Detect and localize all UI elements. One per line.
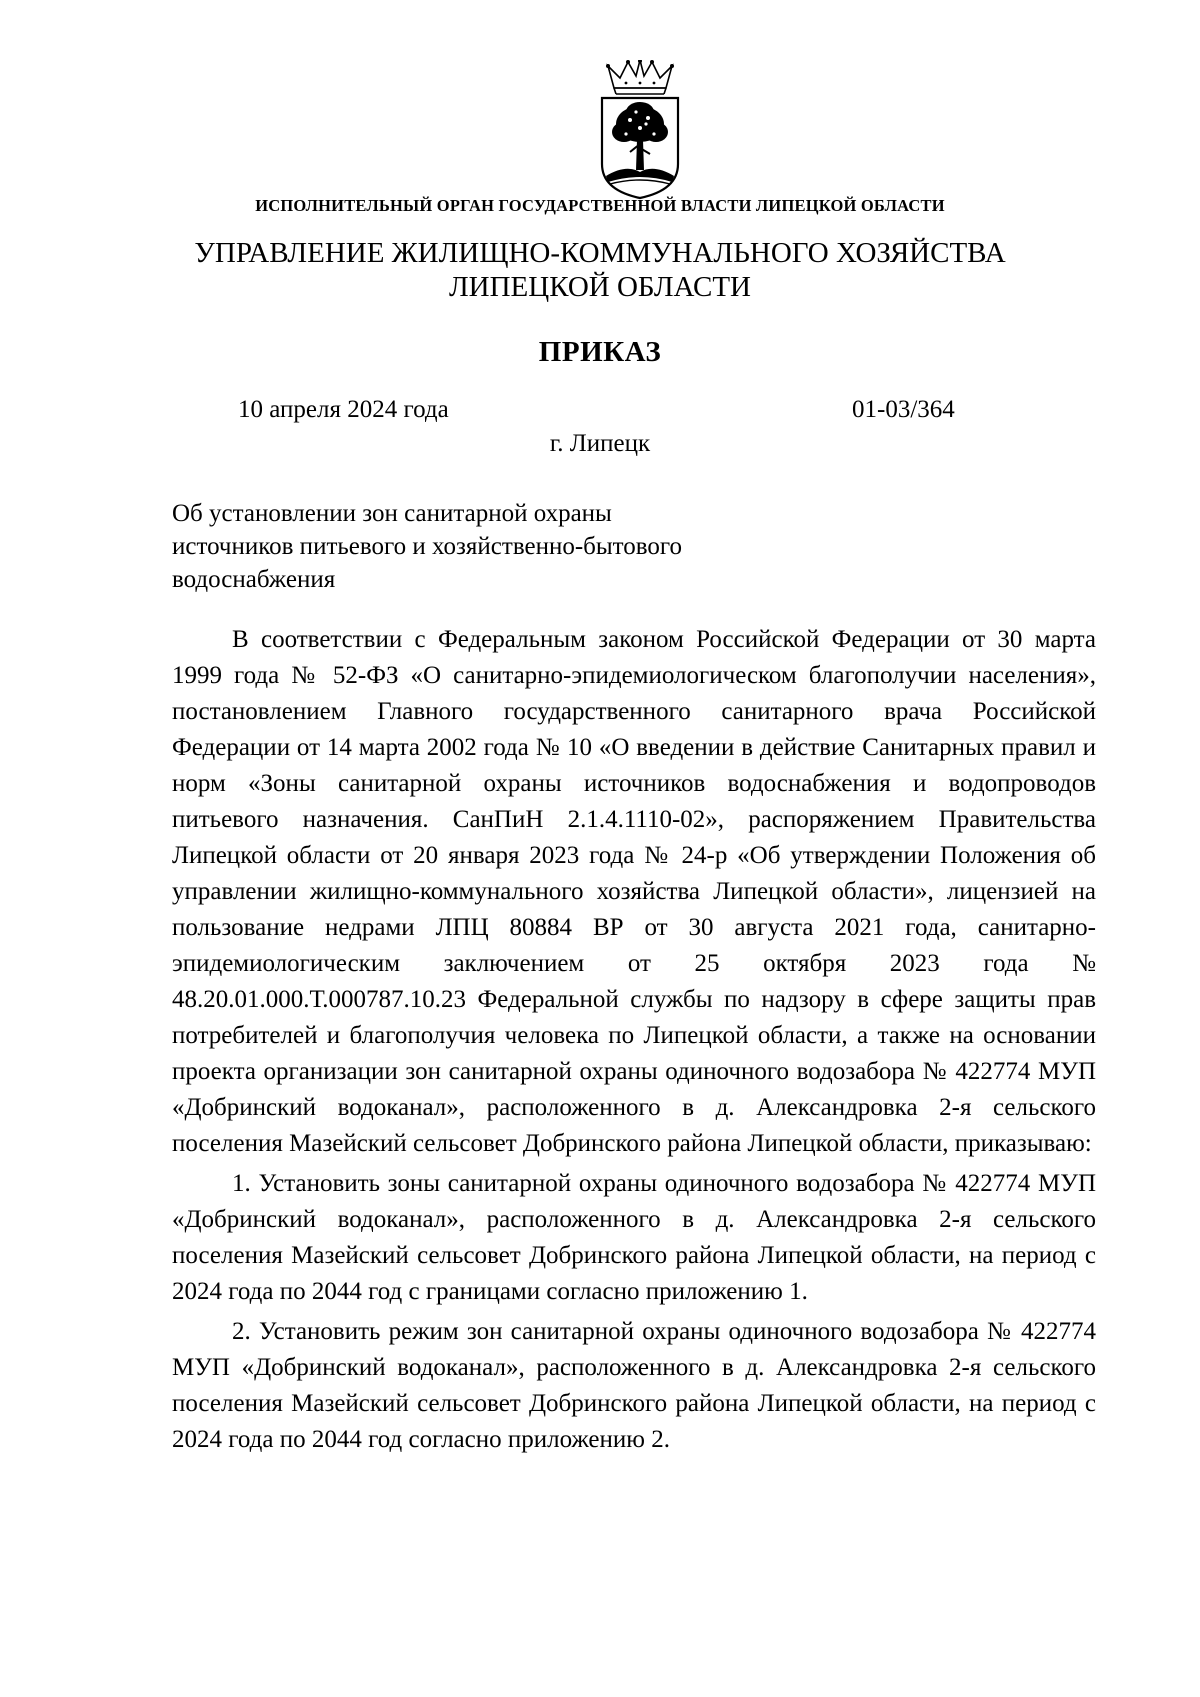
order-subject xyxy=(172,497,812,596)
order-subject-line1: Об установлении зон санитарной охраны xyxy=(172,500,612,527)
preamble-paragraph: В соответствии с Федеральным законом Российской Федерации от 30 марта 1999 года № 52-ФЗ «О санитарно-эпидемиологическом благополучии населения», постановлением Главного государственного санитарного врача Российской Федерации от 14 марта 2002 года № 10 «О введении в действие Санитарных правил и норм «Зоны санитарной охраны источников водоснабжения и водопроводов питьевого назначения. СанПиН 2.1.4.1110-02», распоряжением Правительства Липецкой области от 20 января 2023 года № 24-р «Об утверждении Положения об управлении жилищно-коммунального хозяйства Липецкой области», лицензией на пользование недрами ЛПЦ 80884 ВР от 30 августа 2021 года, санитарно-эпидемиологическим заключением от 25 октября 2023 года № 48.20.01.000.Т.000787.10.23 Федеральной службы по надзору в сфере защиты прав потребителей и благополучия человека по Липецкой области, а также на основании проекта организации зон санитарной охраны одиночного водозабора № 422774 МУП «Добринский водоканал», расположенного в д. Александровка 2-я сельского поселения Мазейский сельсовет Добринского района Липецкой области, приказываю: xyxy=(172,626,1096,1157)
order-date: 10 апреля 2024 года xyxy=(238,396,449,423)
order-subject-line2: источников питьевого и хозяйственно-бытового xyxy=(172,533,683,560)
order-body xyxy=(172,622,1096,1458)
department-name-line2: ЛИПЕЦКОЙ ОБЛАСТИ xyxy=(448,271,751,303)
order-number: 01-03/364 xyxy=(852,396,955,423)
coat-of-arms-icon xyxy=(596,60,684,200)
order-item-2: 2. Установить режим зон санитарной охраны одиночного водозабора № 422774 МУП «Добринский водоканал», расположенного в д. Александровка 2-я сельского поселения Мазейский сельсовет Добринского района Липецкой области, на период с 2024 года по 2044 год согласно приложению 2. xyxy=(172,1318,1096,1453)
issuing-authority: ИСПОЛНИТЕЛЬНЫЙ ОРГАН ГОСУДАРСТВЕННОЙ ВЛАСТИ ЛИПЕЦКОЙ ОБЛАСТИ xyxy=(255,196,945,215)
order-city: г. Липецк xyxy=(549,430,651,457)
department-name-line1: УПРАВЛЕНИЕ ЖИЛИЩНО-КОММУНАЛЬНОГО ХОЗЯЙСТВА xyxy=(194,237,1006,269)
order-item-1: 1. Установить зоны санитарной охраны одиночного водозабора № 422774 МУП «Добринский водоканал», расположенного в д. Александровка 2-я сельского поселения Мазейский сельсовет Добринского района Липецкой области, на период с 2024 года по 2044 год с границами согласно приложению 1. xyxy=(172,1170,1096,1305)
department-name xyxy=(0,236,1200,304)
order-subject-line3: водоснабжения xyxy=(172,566,336,593)
document-title: ПРИКАЗ xyxy=(538,336,662,368)
